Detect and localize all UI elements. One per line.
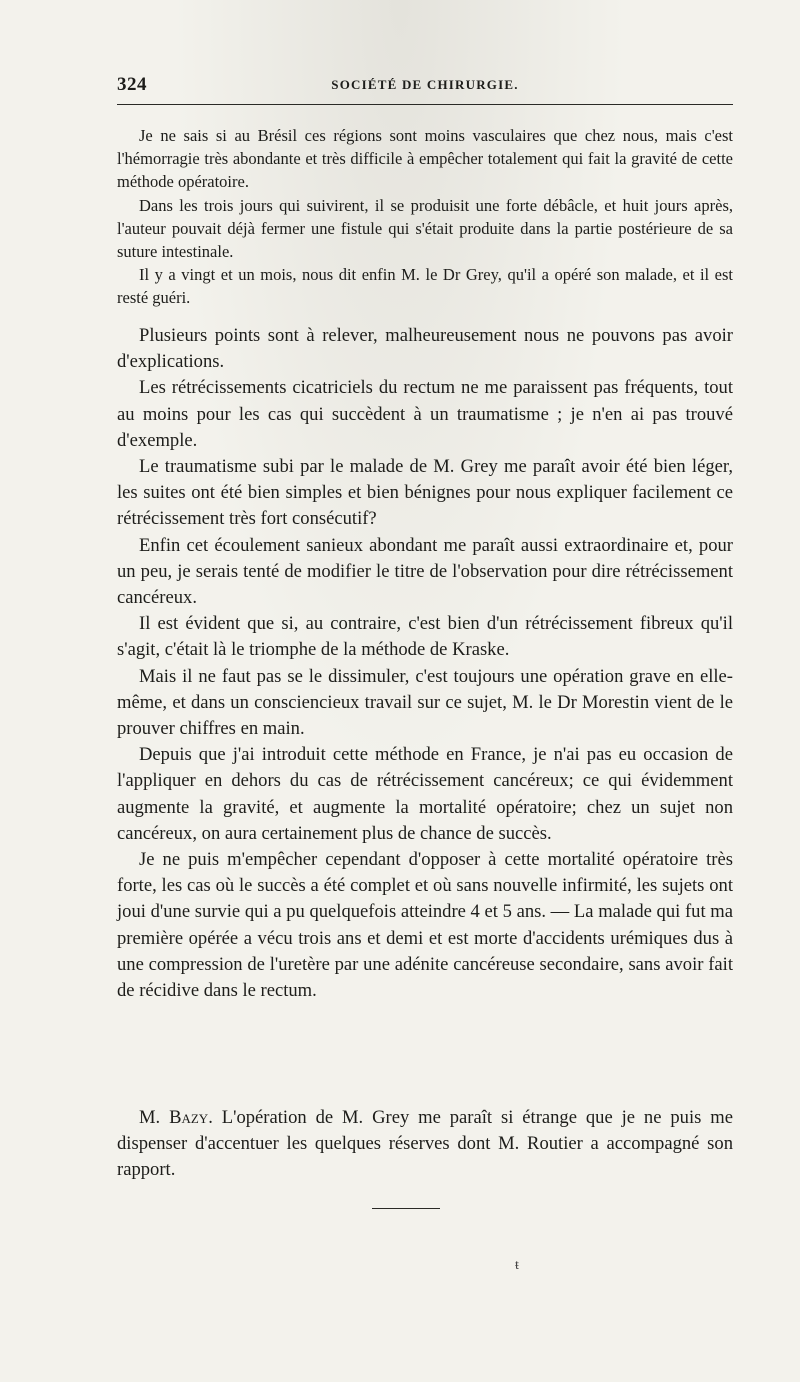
page-header <box>117 74 733 98</box>
bazy-text-block <box>117 1105 733 1184</box>
print-mark: ŧ <box>515 1258 519 1273</box>
paragraph: Enfin cet écoulement sanieux abondant me paraît aussi extraordinaire et, pour un peu, je serais tenté de modifier le titre de l'observation pour dire rétrécissement cancéreux. <box>117 534 733 609</box>
discussion-text-block <box>117 323 733 1004</box>
paragraph: Depuis que j'ai introduit cette méthode en France, je n'ai pas eu occasion de l'appliquer en dehors du cas de rétrécissement cancéreux; ce qui évidemment augmente la gravité, et augmente la mortalité opératoire; chez un sujet non cancéreux, on aura certainement plus de chance de succès. <box>117 744 733 844</box>
page-number: 324 <box>117 74 147 95</box>
running-title: SOCIÉTÉ DE CHIRURGIE. <box>331 77 519 92</box>
paragraph: Le traumatisme subi par le malade de M. Grey me paraît avoir été bien léger, les suites ont été bien simples et bien bénignes pour nous expliquer facilement ce rétrécissement très fort consécutif? <box>117 456 733 530</box>
paragraph: Je ne puis m'empêcher cependant d'opposer à cette mortalité opératoire très forte, les cas où le succès a été complet et où sans nouvelle infirmité, les sujets ont joui d'une survie qui a pu quelquefois atteindre 4 et 5 ans. — La malade qui fut ma première opérée a vécu trois ans et demi et est morte d'accidents urémiques dus à une compression de l'uretère par une adénite cancéreuse secondaire, sans avoir fait de récidive dans le rectum. <box>117 849 733 1002</box>
speaker-name: M. Bazy. <box>139 1107 213 1128</box>
paragraph <box>117 1105 733 1184</box>
paragraph: Dans les trois jours qui suivirent, il se produisit une forte débâcle, et huit jours après, l'auteur pouvait déjà fermer une fistule qui s'était produite dans la partie postérieure de sa suture intestinale. <box>117 195 733 262</box>
paragraph: Plusieurs points sont à relever, malheureusement nous ne pouvons pas avoir d'explications. <box>117 325 733 373</box>
paragraph: Il y a vingt et un mois, nous dit enfin M. le Dr Grey, qu'il a opéré son malade, et il est resté guéri. <box>117 265 733 308</box>
paragraph: Je ne sais si au Brésil ces régions sont moins vasculaires que chez nous, mais c'est l'hémorragie très abondante et très difficile à empêcher totalement qui fait la gravité de cette méthode opératoire. <box>117 126 733 192</box>
paragraph: Mais il ne faut pas se le dissimuler, c'est toujours une opération grave en elle-même, et dans un consciencieux travail sur ce sujet, M. le Dr Morestin vient de le prouver chiffres en main. <box>117 665 733 740</box>
speaker-text: L'opération de M. Grey me paraît si étrange que je ne puis me dispenser d'accentuer les quelques réserves dont M. Routier a accompagné son rapport. <box>117 1107 733 1181</box>
report-text-block <box>117 124 733 310</box>
paragraph: Les rétrécissements cicatriciels du rectum ne me paraissent pas fréquents, tout au moins pour les cas qui succèdent à un traumatisme ; je n'en ai pas trouvé d'exemple. <box>117 377 733 451</box>
section-end-rule <box>372 1208 440 1209</box>
paragraph: Il est évident que si, au contraire, c'est bien d'un rétrécissement fibreux qu'il s'agit, c'était là le triomphe de la méthode de Kraske. <box>117 613 733 661</box>
header-rule <box>117 104 733 105</box>
